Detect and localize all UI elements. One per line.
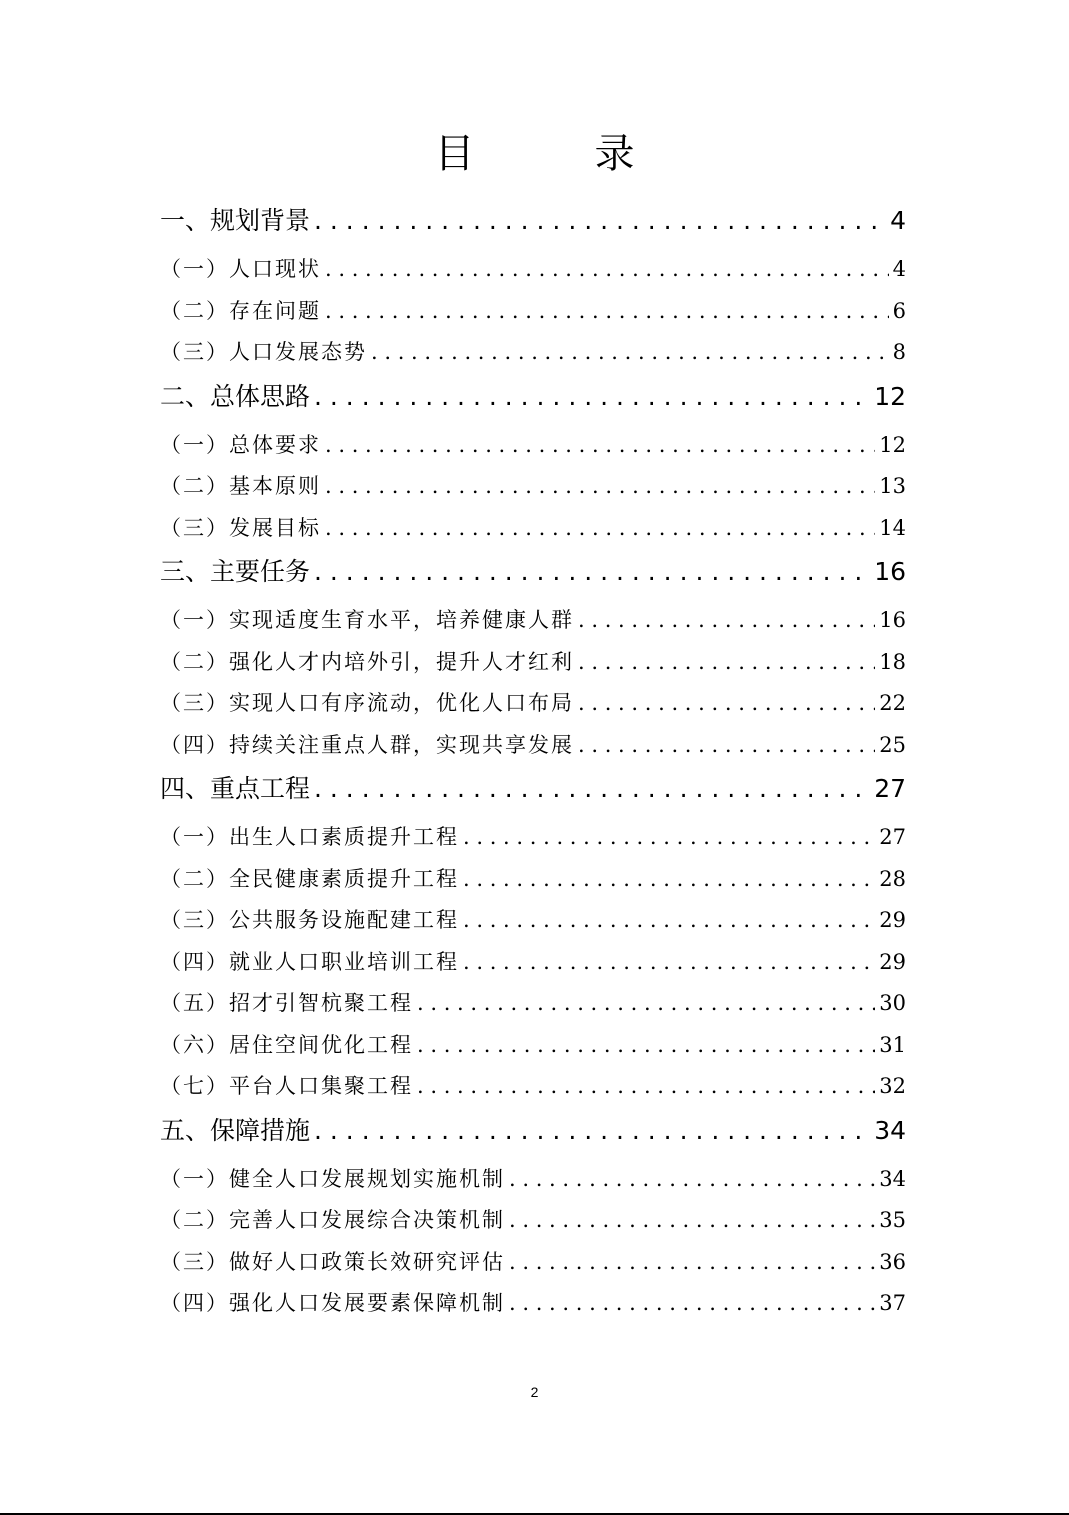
toc-subsection[interactable] — [160, 1242, 906, 1284]
dot-leader — [463, 817, 875, 859]
page-title: 目 录 — [434, 131, 675, 177]
toc-subsection[interactable] — [160, 942, 906, 984]
toc-entry-label: （二）完善人口发展综合决策机制 — [160, 1208, 505, 1232]
toc-subsection[interactable] — [160, 642, 906, 684]
toc-entry-page: 4 — [892, 257, 906, 281]
toc-entry-label: （六）居住空间优化工程 — [160, 1032, 413, 1057]
toc-entry-page: 29 — [879, 908, 906, 932]
toc-entry-label: （五）招才引智杭聚工程 — [160, 991, 413, 1015]
toc-entry-label: （二）基本原则 — [160, 474, 321, 498]
dot-leader — [325, 508, 875, 550]
dot-leader — [578, 642, 875, 684]
toc-entry-page: 30 — [879, 991, 906, 1015]
toc-entry-page: 8 — [892, 340, 906, 364]
dot-leader — [417, 1025, 875, 1067]
toc-subsection[interactable] — [160, 817, 906, 859]
toc-entry-label: （三）实现人口有序流动，优化人口布局 — [160, 691, 574, 715]
dot-leader — [509, 1200, 875, 1242]
dot-leader — [325, 249, 889, 291]
toc-entry-page: 6 — [892, 298, 906, 323]
dot-leader — [509, 1242, 875, 1284]
toc-entry-page: 12 — [874, 381, 906, 411]
toc-entry-label: （一）实现适度生育水平，培养健康人群 — [160, 608, 574, 632]
toc-subsection[interactable] — [160, 332, 906, 374]
table-of-contents — [160, 198, 906, 1325]
toc-entry-page: 31 — [879, 1032, 906, 1057]
toc-entry-label: （三）公共服务设施配建工程 — [160, 908, 459, 932]
toc-entry-label: 五、保障措施 — [160, 1115, 311, 1145]
toc-subsection[interactable] — [160, 508, 906, 550]
toc-entry-label: （一）人口现状 — [160, 257, 321, 281]
toc-entry-page: 14 — [879, 515, 906, 540]
dot-leader — [417, 1066, 875, 1108]
dot-leader — [371, 332, 889, 374]
toc-entry-page: 36 — [879, 1249, 906, 1274]
dot-leader — [314, 374, 870, 420]
toc-subsection[interactable] — [160, 1159, 906, 1201]
dot-leader — [314, 766, 870, 812]
toc-section[interactable] — [160, 549, 906, 600]
toc-subsection[interactable] — [160, 683, 906, 725]
toc-entry-page: 12 — [879, 432, 906, 457]
dot-leader — [578, 683, 875, 725]
toc-subsection[interactable] — [160, 600, 906, 642]
toc-entry-label: 二、总体思路 — [160, 381, 311, 411]
toc-entry-page: 28 — [879, 866, 906, 891]
dot-leader — [325, 466, 875, 508]
dot-leader — [314, 1108, 870, 1154]
toc-entry-label: （三）人口发展态势 — [160, 340, 367, 364]
toc-entry-page: 16 — [879, 608, 906, 632]
toc-section[interactable] — [160, 766, 906, 817]
toc-subsection[interactable] — [160, 291, 906, 333]
toc-subsection[interactable] — [160, 725, 906, 767]
toc-entry-label: 四、重点工程 — [160, 774, 311, 803]
page-number: 2 — [530, 1384, 539, 1400]
toc-subsection[interactable] — [160, 983, 906, 1025]
toc-entry-label: （四）强化人口发展要素保障机制 — [160, 1291, 505, 1315]
toc-subsection[interactable] — [160, 1025, 906, 1067]
toc-entry-label: （七）平台人口集聚工程 — [160, 1074, 413, 1098]
toc-entry-page: 35 — [879, 1208, 906, 1232]
dot-leader — [463, 942, 875, 984]
toc-entry-page: 13 — [879, 474, 906, 498]
toc-entry-label: （二）强化人才内培外引，提升人才红利 — [160, 649, 574, 674]
toc-entry-label: （四）就业人口职业培训工程 — [160, 949, 459, 974]
dot-leader — [509, 1283, 875, 1325]
dot-leader — [463, 900, 875, 942]
toc-subsection[interactable] — [160, 1200, 906, 1242]
dot-leader — [314, 198, 886, 244]
dot-leader — [417, 983, 875, 1025]
dot-leader — [578, 725, 875, 767]
toc-entry-page: 25 — [879, 732, 906, 757]
toc-entry-page: 34 — [874, 1115, 906, 1145]
toc-subsection[interactable] — [160, 1066, 906, 1108]
toc-entry-page: 27 — [879, 825, 906, 849]
toc-entry-page: 29 — [879, 949, 906, 974]
toc-entry-label: （三）做好人口政策长效研究评估 — [160, 1249, 505, 1274]
toc-subsection[interactable] — [160, 859, 906, 901]
dot-leader — [509, 1159, 875, 1201]
toc-entry-page: 34 — [879, 1166, 906, 1191]
toc-subsection[interactable] — [160, 900, 906, 942]
toc-subsection[interactable] — [160, 466, 906, 508]
toc-entry-label: （四）持续关注重点人群，实现共享发展 — [160, 732, 574, 757]
toc-entry-label: （一）出生人口素质提升工程 — [160, 825, 459, 849]
toc-subsection[interactable] — [160, 249, 906, 291]
toc-entry-page: 37 — [879, 1291, 906, 1315]
dot-leader — [325, 425, 875, 467]
toc-subsection[interactable] — [160, 425, 906, 467]
dot-leader — [314, 549, 870, 595]
toc-entry-page: 32 — [879, 1074, 906, 1098]
toc-entry-page: 4 — [890, 206, 906, 235]
dot-leader — [463, 859, 875, 901]
toc-entry-label: 一、规划背景 — [160, 206, 311, 235]
toc-entry-label: （三）发展目标 — [160, 515, 321, 540]
toc-entry-label: 三、主要任务 — [160, 557, 311, 586]
toc-entry-label: （二）全民健康素质提升工程 — [160, 866, 459, 891]
dot-leader — [325, 291, 889, 333]
toc-entry-label: （二）存在问题 — [160, 298, 321, 323]
toc-section[interactable] — [160, 1108, 906, 1159]
toc-section[interactable] — [160, 198, 906, 249]
toc-entry-label: （一）总体要求 — [160, 432, 321, 457]
toc-subsection[interactable] — [160, 1283, 906, 1325]
toc-entry-label: （一）健全人口发展规划实施机制 — [160, 1166, 505, 1191]
toc-entry-page: 27 — [874, 774, 906, 803]
toc-entry-page: 18 — [879, 649, 906, 674]
dot-leader — [578, 600, 875, 642]
toc-section[interactable] — [160, 374, 906, 425]
toc-entry-page: 16 — [874, 557, 906, 586]
toc-entry-page: 22 — [879, 691, 906, 715]
